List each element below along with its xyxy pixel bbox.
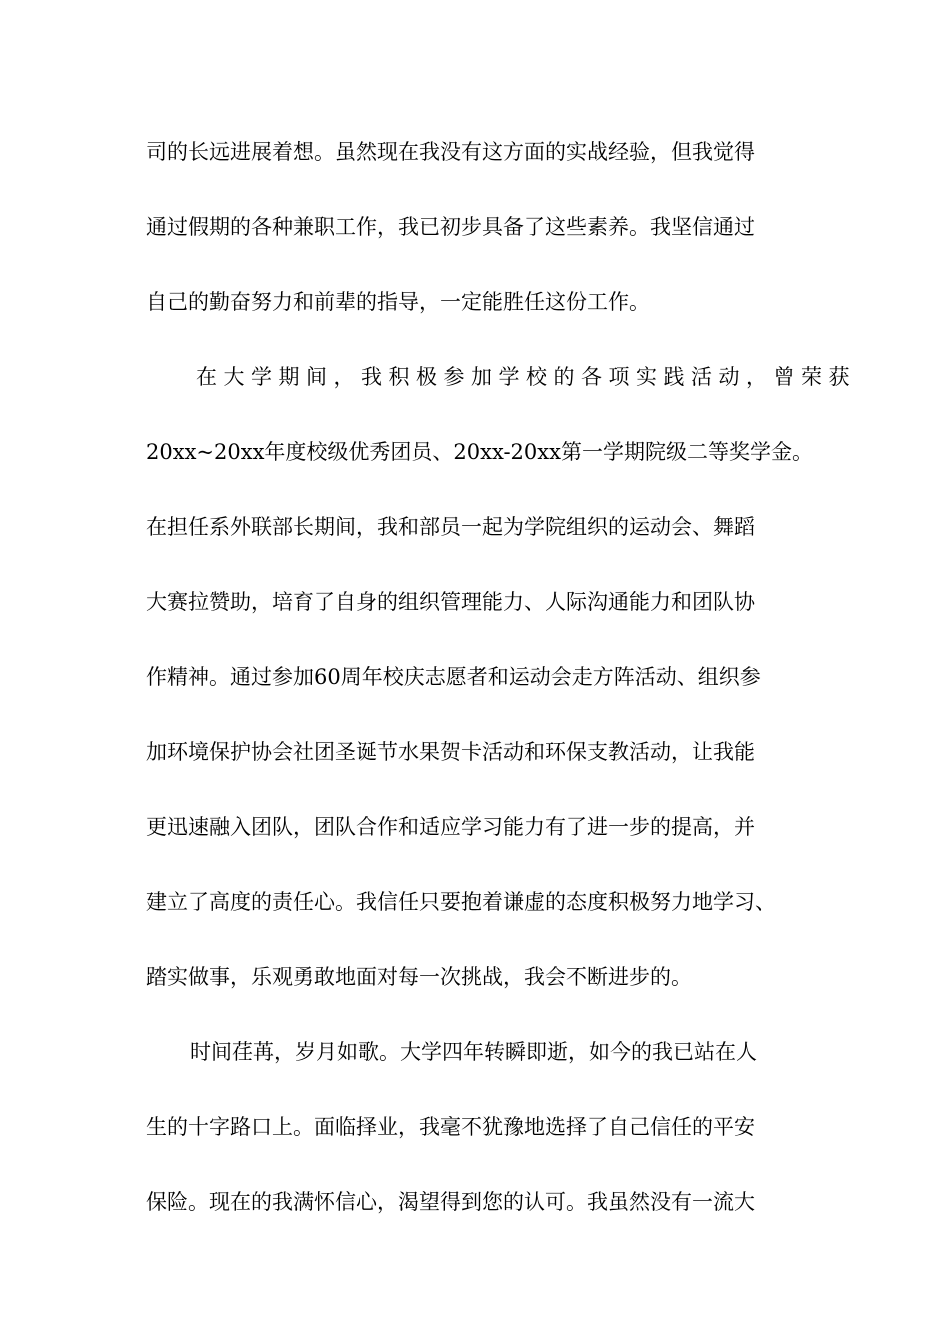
text-line-8: 作精神。通过参加60周年校庆志愿者和运动会走方阵活动、组织参 xyxy=(146,665,761,689)
text-line-2: 通过假期的各种兼职工作，我已初步具备了这些素养。我坚信通过 xyxy=(146,215,755,239)
text-line-12: 踏实做事，乐观勇敢地面对每一次挑战，我会不断进步的。 xyxy=(146,965,692,989)
paragraph-start-line: 时间荏苒，岁月如歌。大学四年转瞬即逝，如今的我已站在人 xyxy=(190,1040,757,1064)
text-line-3: 自己的勤奋努力和前辈的指导，一定能胜任这份工作。 xyxy=(146,290,650,314)
text-line-1: 司的长远进展着想。虽然现在我没有这方面的实战经验，但我觉得 xyxy=(146,140,755,164)
paragraph-start-line: 在大学期间，我积极参加学校的各项实践活动，曾荣获 xyxy=(196,365,856,389)
text-line-14: 生的十字路口上。面临择业，我毫不犹豫地选择了自己信任的平安 xyxy=(146,1115,755,1139)
text-line-5: 20xx~20xx年度校级优秀团员、20xx-20xx第一学期院级二等奖学金。 xyxy=(146,440,813,464)
text-line-7: 大赛拉赞助，培育了自身的组织管理能力、人际沟通能力和团队协 xyxy=(146,590,755,614)
text-line-6: 在担任系外联部长期间，我和部员一起为学院组织的运动会、舞蹈 xyxy=(146,515,755,539)
text-line-15: 保险。现在的我满怀信心，渴望得到您的认可。我虽然没有一流大 xyxy=(146,1190,755,1214)
text-line-11: 建立了高度的责任心。我信任只要抱着谦虚的态度积极努力地学习、 xyxy=(146,890,776,914)
text-line-9: 加环境保护协会社团圣诞节水果贺卡活动和环保支教活动，让我能 xyxy=(146,740,755,764)
text-line-10: 更迅速融入团队，团队合作和适应学习能力有了进一步的提高，并 xyxy=(146,815,755,839)
